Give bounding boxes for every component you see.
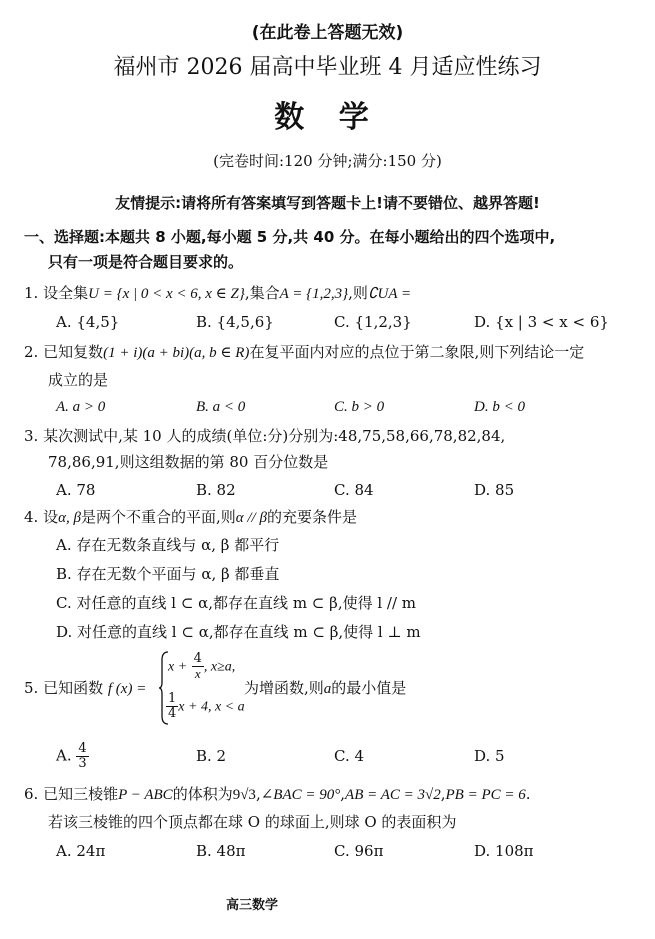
fraction-denominator: 4 <box>168 706 177 721</box>
question-text: 设全集 <box>43 284 89 302</box>
question-4 <box>24 507 357 528</box>
q6-option-c: C. 96π <box>334 842 384 860</box>
question-number: 2. <box>24 343 39 361</box>
math-expression: , x≥a, <box>203 659 236 675</box>
question-text: 的最小值是 <box>331 679 407 697</box>
math-expression: ∁UA = <box>367 286 412 302</box>
tip-line: 友情提示:请将所有答案填写到答题卡上!请不要错位、越界答题! <box>115 194 540 212</box>
q3-option-a: A. 78 <box>56 481 96 499</box>
question-text: 是两个不重合的平面,则 <box>80 508 236 526</box>
section1-heading-line1: 一、选择题:本题共 8 小题,每小题 5 分,共 40 分。在每小题给出的四个选项中, <box>24 228 556 246</box>
q6-option-a: A. 24π <box>56 842 106 860</box>
math-expression: P − ABC <box>118 787 173 803</box>
math-expression: ∠BAC = 90° <box>260 787 341 803</box>
question-1 <box>24 283 411 304</box>
fraction-denominator: 3 <box>78 756 87 771</box>
question-text: 某次测试中,某 10 人的成绩(单位:分)分别为:48,75,58,66,78,82,84, <box>43 427 506 445</box>
q2-option-d: D. b < 0 <box>474 399 525 415</box>
question-number: 3. <box>24 427 39 445</box>
q4-option-d: D. 对任意的直线 l ⊂ α,都存在直线 m ⊂ β,使得 l ⊥ m <box>56 623 421 641</box>
question-text: ,则 <box>348 284 368 302</box>
q5-option-a <box>56 742 89 771</box>
question-text: 已知复数 <box>43 343 104 361</box>
math-expression: A = {1,2,3} <box>279 286 349 302</box>
q3-option-b: B. 82 <box>196 481 236 499</box>
q4-option-a: A. 存在无数条直线与 α, β 都平行 <box>56 536 280 554</box>
math-expression: (1 + i)(a + bi)(a, b ∈ R) <box>103 345 250 361</box>
math-expression: AB = AC = 3√2 <box>345 787 441 803</box>
q3-option-d: D. 85 <box>474 481 515 499</box>
math-expression: α // β <box>235 510 267 526</box>
subject-title: 数 学 <box>274 100 381 135</box>
question-text: 为增函数,则 <box>244 679 324 697</box>
question-text: 设 <box>43 508 59 526</box>
q6-option-b: B. 48π <box>196 842 246 860</box>
fraction-numerator: 4 <box>193 651 202 666</box>
fraction <box>192 652 204 681</box>
question-2 <box>24 342 584 363</box>
piecewise-case-2 <box>166 692 245 721</box>
q2-option-a: A. a > 0 <box>56 399 106 415</box>
q2-option-b: B. a < 0 <box>196 399 246 415</box>
question-text: 的体积为 <box>172 785 233 803</box>
question-text: 已知三棱锥 <box>43 785 119 803</box>
question-number: 5. <box>24 679 39 697</box>
question-number: 6. <box>24 785 39 803</box>
q5-option-c: C. 4 <box>334 747 365 765</box>
section1-heading-line2: 只有一项是符合题目要求的。 <box>48 253 244 271</box>
question-3 <box>24 426 505 446</box>
q1-option-a: A. {4,5} <box>56 313 120 331</box>
footer-label: 高三数学 <box>226 898 279 913</box>
q4-option-b: B. 存在无数个平面与 α, β 都垂直 <box>56 565 280 583</box>
q5-option-d: D. 5 <box>474 747 505 765</box>
question-5-tail <box>244 678 406 699</box>
question-6: 6. 已知三棱锥P − ABC的体积为9√3,∠BAC = 90°,AB = AC = 3√2,PB = PC = 6. <box>24 785 531 803</box>
question-text: ,集合 <box>244 284 280 302</box>
math-expression: x + <box>168 659 188 675</box>
math-expression: U = {x | 0 < x < 6, x ∈ Z} <box>88 286 245 302</box>
math-variable: a <box>323 681 332 697</box>
question-text: 已知函数 <box>43 679 104 697</box>
math-expression: f (x) = <box>107 681 147 697</box>
q6-line2: 若该三棱锥的四个顶点都在球 O 的球面上,则球 O 的表面积为 <box>48 813 457 831</box>
question-number: 1. <box>24 284 39 302</box>
question-text: 在复平面内对应的点位于第二象限,则下列结论一定 <box>249 343 585 361</box>
q4-option-c: C. 对任意的直线 l ⊂ α,都存在直线 m ⊂ β,使得 l // m <box>56 594 417 612</box>
q1-option-d: D. {x | 3 < x < 6} <box>474 313 609 331</box>
piecewise-case-1 <box>168 652 235 681</box>
question-number: 4. <box>24 508 39 526</box>
time-info: (完卷时间:120 分钟;满分:150 分) <box>213 152 442 170</box>
q1-option-c: C. {1,2,3} <box>334 313 412 331</box>
q2-option-c: C. b > 0 <box>334 399 385 415</box>
fraction-numerator: 4 <box>78 741 87 756</box>
fraction <box>76 742 88 771</box>
q3-line2: 78,86,91,则这组数据的第 80 百分位数是 <box>48 453 329 471</box>
question-5-intro <box>24 678 146 699</box>
option-label: A. <box>56 746 72 765</box>
q6-option-d: D. 108π <box>474 842 534 860</box>
exam-notice: (在此卷上答题无效) <box>251 23 404 43</box>
fraction-numerator: 1 <box>168 691 177 706</box>
q1-option-b: B. {4,5,6} <box>196 313 274 331</box>
q3-option-c: C. 84 <box>334 481 374 499</box>
math-expression: α, β <box>58 510 81 526</box>
q5-option-b: B. 2 <box>196 747 227 765</box>
fraction-denominator: x <box>194 666 201 681</box>
math-expression: PB = PC = 6 <box>445 787 526 803</box>
math-expression: 9√3 <box>232 787 256 803</box>
math-expression: x + 4, x < a <box>178 699 245 715</box>
q2-line2: 成立的是 <box>48 371 109 389</box>
question-text: 的充要条件是 <box>266 508 357 526</box>
fraction <box>166 692 178 721</box>
exam-title: 福州市 2026 届高中毕业班 4 月适应性练习 <box>113 55 542 80</box>
